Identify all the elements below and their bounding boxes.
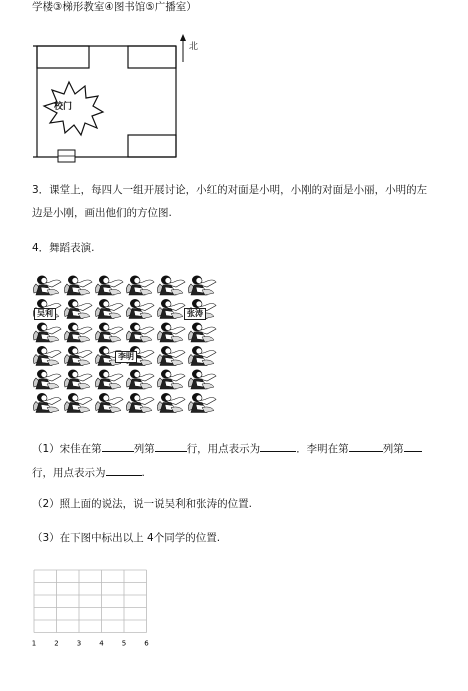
dancer-figure [95,299,123,319]
dancer-figure [64,299,92,319]
label-wu-li: 吴利 [34,308,56,320]
dancer-figure [95,393,123,413]
dance-image [32,274,220,417]
dancer-figure [95,323,123,343]
q4-title: 4．舞蹈表演. [32,242,95,254]
dancer-figure [126,299,154,319]
q3-line2: 边是小刚，画出他们的方位图. [32,207,172,219]
grid-x-label: 1 [31,639,37,648]
dancer-figure [188,370,216,390]
grid-x-label: 5 [121,639,127,648]
dancer-figure [188,346,216,366]
dancer-figure [33,393,61,413]
sub2: （2）照上面的说法，说一说吴利和张涛的位置. [32,498,253,510]
dancer-figure [126,393,154,413]
dancer-figure [188,323,216,343]
dancer-figure [126,370,154,390]
north-label: 北 [189,42,199,52]
label-zhang-tao: 张涛 [184,308,206,320]
sub1-line1: （1）宋佳在第 列第 行，用点表示为 ．李明在第 列第 [32,440,422,456]
sub1-line2: 行，用点表示为 . [32,464,145,480]
dancer-figure [157,299,185,319]
dancer-figure [188,276,216,296]
dancer-figure [157,323,185,343]
grid-x-label: 6 [144,639,149,648]
dancer-figure [157,346,185,366]
dancer-figure [157,393,185,413]
north-arrow-icon [178,34,188,64]
dancer-figure [188,393,216,413]
dancer-figure [33,323,61,343]
dancer-figure [95,370,123,390]
grid-x-label: 4 [99,639,104,648]
dancer-figure [64,346,92,366]
dancer-figure [64,393,92,413]
dancer-figure [33,370,61,390]
header-line: 学楼③梯形教室④图书馆⑤广播室） [32,1,197,13]
dancer-figure [33,346,61,366]
dancer-figure [64,323,92,343]
dancer-figure [64,276,92,296]
dancer-figure [157,370,185,390]
gate-label: 校门 [54,102,73,112]
dancer-figure [33,276,61,296]
grid-x-label: 2 [54,639,59,648]
grid-x-label: 3 [76,639,82,648]
dancer-figure [95,276,123,296]
sub3: （3）在下图中标出以上 4个同学的位置. [32,532,221,544]
coordinate-grid [30,567,152,649]
dancer-figure [157,276,185,296]
dancer-figure [64,370,92,390]
label-li-ming: 李明 [115,351,137,363]
dancer-figure [126,276,154,296]
dancer-figure [126,323,154,343]
q3-line1: 3．课堂上，每四人一组开展讨论，小红的对面是小明，小刚的对面是小丽，小明的左 [32,184,428,196]
